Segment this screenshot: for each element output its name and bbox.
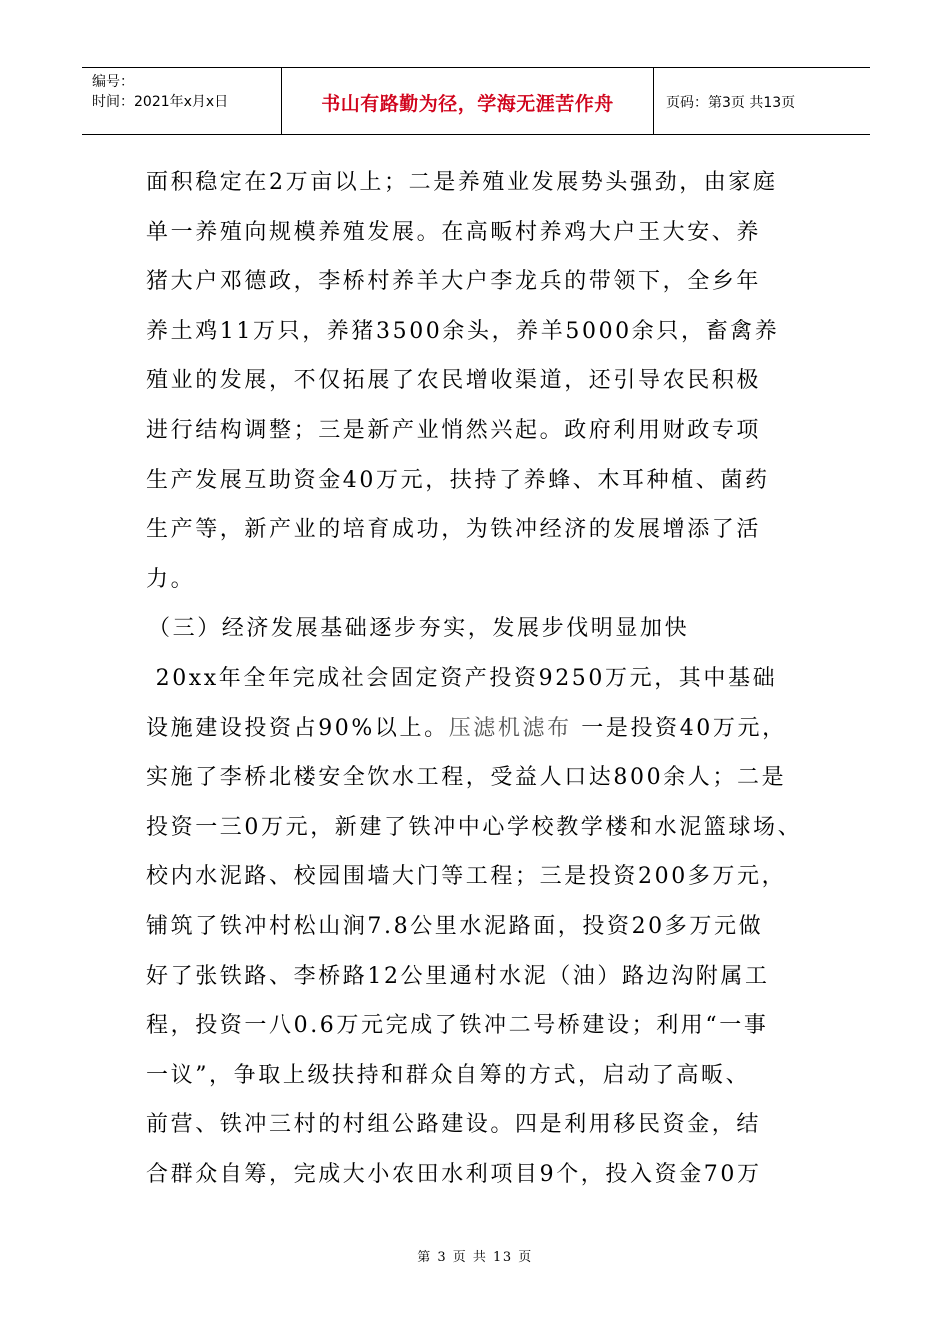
- body-line: 铺筑了铁冲村松山涧7.8公里水泥路面，投资20多万元做: [146, 913, 764, 939]
- body-line: 殖业的发展，不仅拓展了农民增收渠道，还引导农民积极: [146, 368, 762, 394]
- body-line: 面积稳定在2万亩以上；二是养殖业发展势头强劲，由家庭: [146, 170, 778, 195]
- page-footer: 第 3 页 共 13 页: [417, 1250, 533, 1265]
- body-line: 进行结构调整；三是新产业悄然兴起。政府利用财政专项: [146, 417, 762, 443]
- body-line: 生产发展互助资金40万元，扶持了养蜂、木耳种植、菌药: [146, 467, 770, 493]
- body-line: 猪大户邓德政，李桥村养羊大户李龙兵的带领下，全乡年: [146, 269, 762, 295]
- body-line: 实施了李桥北楼安全饮水工程，受益人口达800余人；二是: [146, 765, 787, 791]
- document-body: [146, 158, 816, 1199]
- body-line: 养土鸡11万只，养猪3500余头，养羊5000余只，畜禽养: [146, 318, 780, 344]
- header-meta: [82, 68, 282, 134]
- body-line: 合群众自筹，完成大小农田水利项目9个，投入资金70万: [146, 1161, 762, 1187]
- body-line: 投资一三0万元，新建了铁冲中心学校教学楼和水泥篮球场、: [146, 814, 803, 840]
- page-header: [82, 67, 870, 135]
- body-line: 单一养殖向规模养殖发展。在高畈村养鸡大户王大安、养: [146, 219, 762, 245]
- body-line: 一议”，争取上级扶持和群众自筹的方式，启动了高畈、: [146, 1062, 751, 1088]
- document-number-label: 编号：: [92, 74, 134, 90]
- header-motto: 书山有路勤为径，学海无涯苦作舟: [282, 68, 654, 134]
- header-page-number: 页码：第3页 共13页: [666, 95, 796, 111]
- body-line: 校内水泥路、校园围墙大门等工程；三是投资200多万元，: [146, 864, 787, 890]
- body-line: 前营、铁冲三村的村组公路建设。四是利用移民资金，结: [146, 1112, 762, 1138]
- document-time-label: 时间：2021年x月x日: [92, 94, 229, 110]
- body-line: 好了张铁路、李桥路12公里通村水泥（油）路边沟附属工: [146, 963, 770, 989]
- body-line: 力。: [146, 566, 196, 592]
- body-line: 生产等，新产业的培育成功，为铁冲经济的发展增添了活: [146, 517, 762, 543]
- body-line-text: 设施建设投资占90%以上。: [146, 715, 449, 741]
- inline-ad-text: 压滤机滤布: [448, 715, 572, 741]
- body-line-with-ad: [146, 704, 816, 754]
- body-line: 20xx年全年完成社会固定资产投资9250万元，其中基础: [146, 665, 778, 691]
- body-line-text: 一是投资40万元，: [571, 715, 787, 741]
- body-line: 程，投资一八0.6万元完成了铁冲二号桥建设；利用“一事: [146, 1013, 769, 1039]
- section-heading: （三）经济发展基础逐步夯实，发展步伐明显加快: [148, 616, 690, 642]
